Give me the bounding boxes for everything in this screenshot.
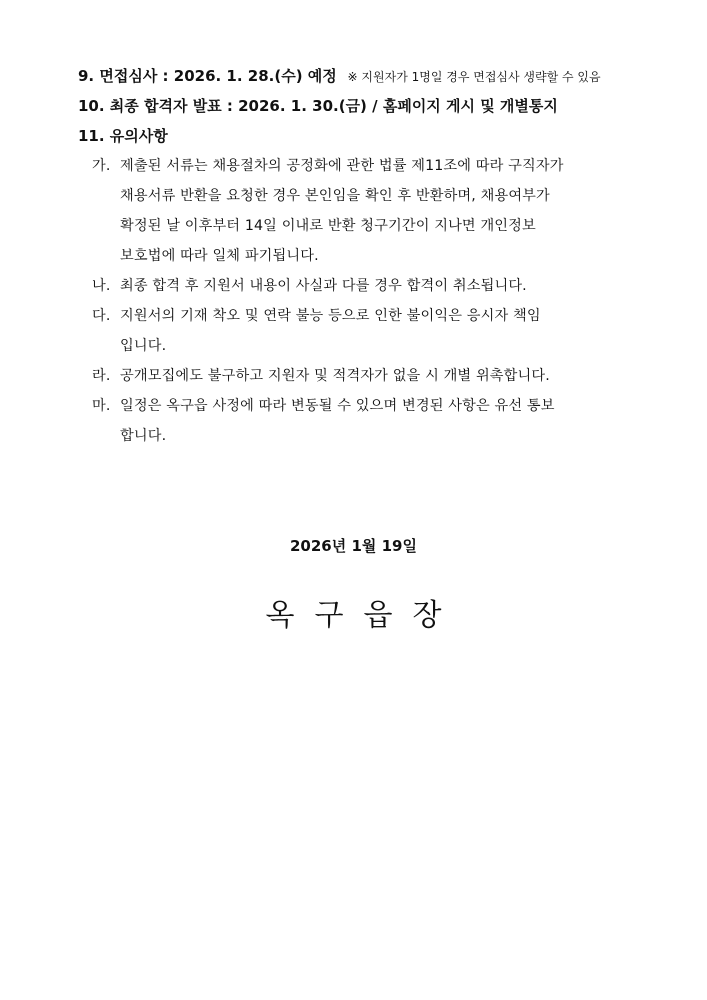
interview-text: 9. 면접심사 : 2026. 1. 28.(수) 예정 <box>78 67 337 85</box>
issuer-title: 옥구읍장 <box>265 598 462 633</box>
note-ma-text-2: 합니다. <box>120 428 167 444</box>
note-ma-line-1 <box>92 396 555 416</box>
notes-heading-text: 11. 유의사항 <box>78 127 168 145</box>
note-ga-line-1 <box>92 156 564 176</box>
note-ga-text-4: 보호법에 따라 일체 파기됩니다. <box>120 248 319 264</box>
note-da-line-2 <box>120 336 166 356</box>
interview-item <box>78 66 601 87</box>
note-ga-line-2 <box>120 186 550 206</box>
note-da-text-2: 입니다. <box>120 338 167 354</box>
note-da-line-1 <box>92 306 541 326</box>
note-ga-line-3 <box>120 216 536 236</box>
note-ga-text-2: 채용서류 반환을 요청한 경우 본인임을 확인 후 반환하며, 채용여부가 <box>120 188 550 204</box>
note-ra-line-1 <box>92 366 550 386</box>
note-ra-label: 라. <box>92 368 111 384</box>
note-ma-text-1: 일정은 옥구읍 사정에 따라 변동될 수 있으며 변경된 사항은 유선 통보 <box>120 398 555 414</box>
note-ga-line-4 <box>120 246 319 266</box>
interview-note: ※ 지원자가 1명일 경우 면접심사 생략할 수 있음 <box>347 70 601 84</box>
note-ma-label: 마. <box>92 398 111 414</box>
document-date: 2026년 1월 19일 <box>290 537 417 555</box>
note-ga-label: 가. <box>92 158 111 174</box>
note-na-label: 나. <box>92 278 111 294</box>
note-na-text-1: 최종 합격 후 지원서 내용이 사실과 다를 경우 합격이 취소됩니다. <box>120 278 527 294</box>
note-ga-text-3: 확정된 날 이후부터 14일 이내로 반환 청구기간이 지나면 개인정보 <box>120 218 536 234</box>
notes-heading <box>78 126 168 146</box>
note-ma-line-2 <box>120 426 166 446</box>
note-na-line-1 <box>92 276 527 296</box>
final-announcement-item <box>78 96 558 116</box>
note-da-label: 다. <box>92 308 111 324</box>
note-ga-text-1: 제출된 서류는 채용절차의 공정화에 관한 법률 제11조에 따라 구직자가 <box>120 158 564 174</box>
final-announcement-text: 10. 최종 합격자 발표 : 2026. 1. 30.(금) / 홈페이지 게시 및 개별통지 <box>78 97 558 115</box>
note-da-text-1: 지원서의 기재 착오 및 연락 불능 등으로 인한 불이익은 응시자 책임 <box>120 308 541 324</box>
note-ra-text-1: 공개모집에도 불구하고 지원자 및 적격자가 없을 시 개별 위촉합니다. <box>120 368 550 384</box>
